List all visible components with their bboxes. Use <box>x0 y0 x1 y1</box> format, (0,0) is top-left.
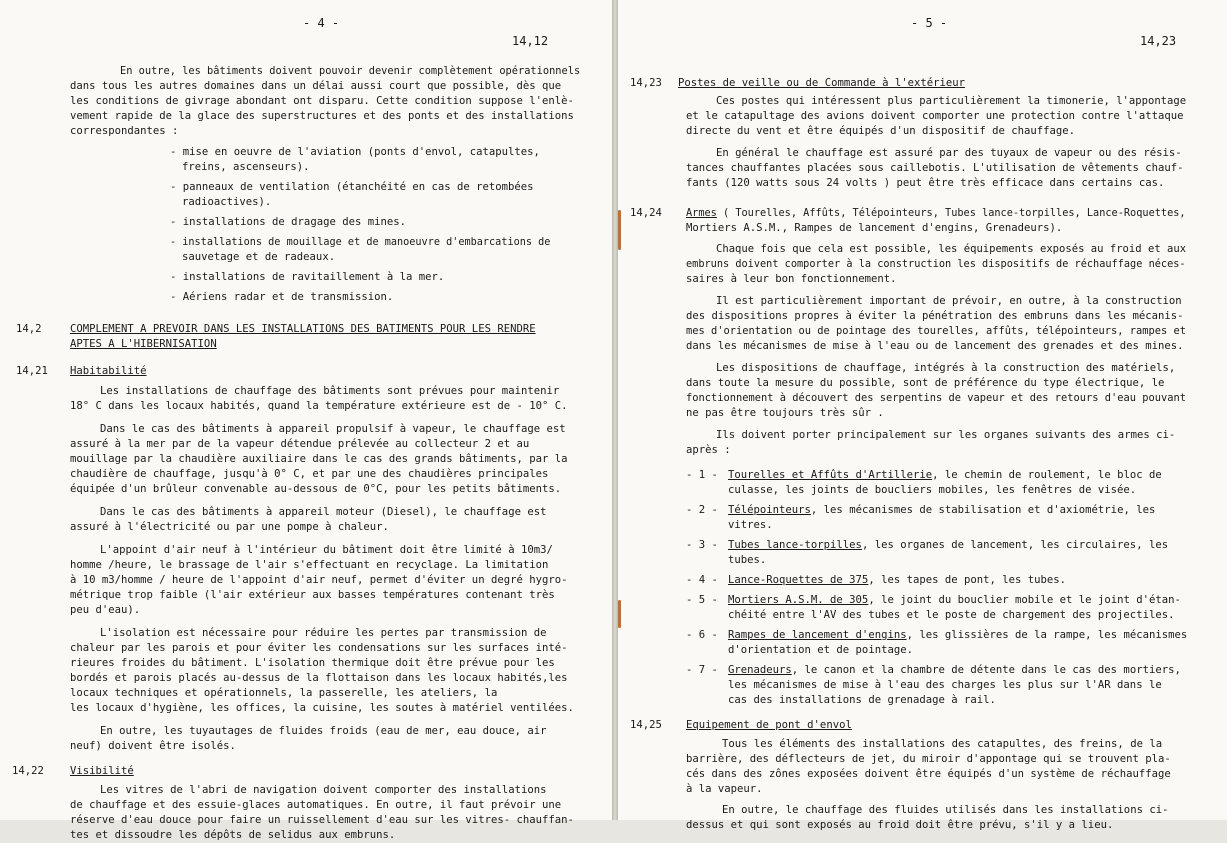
weapon-item: Télépointeurs, les mécanismes de stabilisation et d'axiométrie, les <box>728 504 1156 516</box>
weapon-item-line: vitres. <box>728 519 773 531</box>
weapon-item-number: - 2 - <box>686 504 718 516</box>
weapon-item: Mortiers A.S.M. de 305, le joint du bouclier mobile et le joint d'étan- <box>728 594 1181 606</box>
paragraph-line: dessus et qui sont exposés au froid doit être prévu, s'il y a lieu. <box>686 819 1114 831</box>
paragraph-line: En outre, les tuyautages de fluides froids (eau de mer, eau douce, air <box>100 725 547 737</box>
paragraph-line: Les vitres de l'abri de navigation doivent comporter des installations <box>100 784 547 796</box>
weapon-item-number: - 1 - <box>686 469 718 481</box>
weapon-item-number: - 3 - <box>686 539 718 551</box>
weapon-item: Tubes lance-torpilles, les organes de lancement, les circulaires, les <box>728 539 1169 551</box>
paragraph-line: assuré à la mer par de la vapeur détendue prélevée au collecteur 2 et au <box>70 438 530 450</box>
page-reference: 14,12 <box>512 34 549 48</box>
weapon-item-number: - 5 - <box>686 594 718 606</box>
intro-line: les conditions de givrage abondant ont disparu. Cette condition suppose l'enlè- <box>70 95 574 107</box>
paragraph-line: cés dans des zônes exposées doivent être équipés d'un système de réchauffage <box>686 768 1171 780</box>
binding-thread <box>618 210 621 250</box>
weapon-item: Rampes de lancement d'engins, les glissières de la rampe, les mécanismes <box>728 629 1188 641</box>
paragraph-line: mouillage par la chaudière auxiliaire dans le cas des grands bâtiments, par la <box>70 453 568 465</box>
paragraph-line: et le catapultage des avions doivent comporter une protection contre l'attaque <box>686 110 1184 122</box>
page-number: - 5 - <box>911 16 948 30</box>
section-title: Postes de veille ou de Commande à l'extérieur <box>678 77 966 89</box>
paragraph-line: Ces postes qui intéressent plus particulièrement la timonerie, l'appontage <box>716 95 1187 107</box>
paragraph-line: 18° C dans les locaux habités, quand la température extérieure est de - 10° C. <box>70 400 568 412</box>
weapon-item-number: - 7 - <box>686 664 718 676</box>
section-title: Habitabilité <box>70 365 147 377</box>
paragraph-line: bordés et parois placés au-dessus de la flottaison dans les locaux habités,les <box>70 672 568 684</box>
section-number: 14,22 <box>12 765 44 777</box>
left-page <box>0 0 612 841</box>
section-title: Equipement de pont d'envol <box>686 719 852 731</box>
weapon-item-line: tubes. <box>728 554 767 566</box>
paragraph-line: chaleur par les parois et pour éviter les condensations sur les surfaces inté- <box>70 642 568 654</box>
binding-thread <box>618 600 621 628</box>
paragraph-line: rieures froides du bâtiment. L'isolation thermique doit être prévue pour les <box>70 657 555 669</box>
page-reference: 14,23 <box>1140 34 1177 48</box>
intro-line: vement rapide de la glace des superstructures et des ponts et des installations <box>70 110 574 122</box>
bullet-item-line: sauvetage et de radeaux. <box>182 251 336 263</box>
bullet-item-line: - installations de ravitaillement à la mer. <box>170 271 445 283</box>
right-page <box>618 0 1227 831</box>
paragraph-line: locaux techniques et opérationnels, la passerelle, les ateliers, la <box>70 687 498 699</box>
paragraph-line: En général le chauffage est assuré par des tuyaux de vapeur ou des résis- <box>716 147 1182 159</box>
section-title: Visibilité <box>70 765 134 777</box>
section-title: Mortiers A.S.M., Rampes de lancement d'engins, Grenadeurs). <box>686 222 1063 234</box>
weapon-item: Lance-Roquettes de 375, les tapes de pont, les tubes. <box>728 574 1067 586</box>
paragraph-line: des dispositions propres à éviter la pénétration des embruns dans les mécanis- <box>686 310 1184 322</box>
weapon-item-line: d'orientation et de pointage. <box>728 644 913 656</box>
bullet-item-line: - mise en oeuvre de l'aviation (ponts d'envol, catapultes, <box>170 146 540 158</box>
paragraph-line: mes d'orientation ou de pointage des tourelles, affûts, télépointeurs, rampes et <box>686 325 1187 337</box>
paragraph-line: directe du vent et être équipés d'un dispositif de chauffage. <box>686 125 1076 137</box>
paragraph-line: Tous les éléments des installations des catapultes, des freins, de la <box>722 738 1163 750</box>
paragraph-line: embruns doivent comporter à la construction les dispositifs de réchauffage néces- <box>686 258 1186 270</box>
weapon-item: Tourelles et Affûts d'Artillerie, le chemin de roulement, le bloc de <box>728 469 1162 481</box>
paragraph-line: fants (120 watts sous 24 volts ) peut être très efficace dans certains cas. <box>686 177 1165 189</box>
paragraph-line: Dans le cas des bâtiments à appareil propulsif à vapeur, le chauffage est <box>100 423 566 435</box>
section-number: 14,23 <box>630 77 662 89</box>
weapon-item-line: cas des installations de grenadage à rail. <box>728 694 996 706</box>
paragraph-line: à la vapeur. <box>686 783 763 795</box>
paragraph-line: homme /heure, le brassage de l'air s'effectuant en recyclage. La limitation <box>70 559 549 571</box>
weapon-item-line: les mécanismes de mise à l'eau des charges les plus sur l'AR dans le <box>728 679 1162 691</box>
paragraph-line: L'isolation est nécessaire pour réduire les pertes par transmission de <box>100 627 547 639</box>
intro-line: En outre, les bâtiments doivent pouvoir devenir complètement opérationnels <box>120 65 581 77</box>
section-number: 14,25 <box>630 719 662 731</box>
weapon-item-number: - 4 - <box>686 574 718 586</box>
paragraph-line: à 10 m3/homme / heure de l'appoint d'air neuf, permet d'éviter un degré hygro- <box>70 574 568 586</box>
paragraph-line: réserve d'eau douce pour faire un ruissellement d'eau sur les vitres- chauffan- <box>70 814 574 826</box>
paragraph-line: équipée d'un brûleur convenable au-dessous de 0°C, pour les petits bâtiments. <box>70 483 562 495</box>
bullet-item-line: freins, ascenseurs). <box>182 161 310 173</box>
section-number: 14,2 <box>16 323 42 335</box>
section-number: 14,21 <box>16 365 48 377</box>
bullet-item-line: radioactives). <box>182 196 272 208</box>
intro-line: correspondantes : <box>70 125 179 137</box>
weapon-item-line: chéité entre l'AV des tubes et le poste de chargement des projectiles. <box>728 609 1175 621</box>
bullet-item-line: - installations de mouillage et de manoeuvre d'embarcations de <box>170 236 551 248</box>
section-number: 14,24 <box>630 207 662 219</box>
paragraph-line: Ils doivent porter principalement sur les organes suivants des armes ci- <box>716 429 1176 441</box>
paragraph-line: assuré à l'électricité ou par une pompe à chaleur. <box>70 521 389 533</box>
bullet-item-line: - panneaux de ventilation (étanchéité en cas de retombées <box>170 181 534 193</box>
paragraph-line: dans les mécanismes de mise à l'eau ou de lancement des grenades et des mines. <box>686 340 1184 352</box>
section-title: Armes ( Tourelles, Affûts, Télépointeurs, Tubes lance-torpilles, Lance-Roquettes, <box>686 207 1186 219</box>
paragraph-line: de chauffage et des essuie-glaces automatiques. En outre, il faut prévoir une <box>70 799 562 811</box>
weapon-item: Grenadeurs, le canon et la chambre de détente dans le cas des mortiers, <box>728 664 1181 676</box>
section-title: COMPLEMENT A PREVOIR DANS LES INSTALLATIONS DES BATIMENTS POUR LES RENDRE <box>70 323 536 335</box>
paragraph-line: dans toute la mesure du possible, sont de préférence du type électrique, le <box>686 377 1165 389</box>
paragraph-line: Dans le cas des bâtiments à appareil moteur (Diesel), le chauffage est <box>100 506 547 518</box>
paragraph-line: après : <box>686 444 731 456</box>
paragraph-line: fonctionnement à découvert des serpentins de vapeur et des retours d'eau pouvant <box>686 392 1187 404</box>
paragraph-line: Chaque fois que cela est possible, les équipements exposés au froid et aux <box>716 243 1187 255</box>
paragraph-line: chaudière de chauffage, jusqu'à 0° C, et par une des chaudières principales <box>70 468 549 480</box>
paragraph-line: tes et dissoudre les dépôts de selidus aux embruns. <box>70 829 396 841</box>
weapon-item-line: culasse, les joints de boucliers mobiles, les fenêtres de visée. <box>728 484 1137 496</box>
paragraph-line: barrière, des déflecteurs de jet, du miroir d'appontage qui se trouvent pla- <box>686 753 1171 765</box>
bullet-item-line: - Aériens radar et de transmission. <box>170 291 394 303</box>
paragraph-line: peu d'eau). <box>70 604 141 616</box>
paragraph-line: neuf) doivent être isolés. <box>70 740 236 752</box>
paragraph-line: Les dispositions de chauffage, intégrés à la construction des matériels, <box>716 362 1176 374</box>
paragraph-line: Il est particulièrement important de prévoir, en outre, à la construction <box>716 295 1182 307</box>
intro-line: dans tous les autres domaines dans un délai aussi court que possible, dès que <box>70 80 562 92</box>
page-number: - 4 - <box>303 16 340 30</box>
paragraph-line: L'appoint d'air neuf à l'intérieur du bâtiment doit être limité à 10m3/ <box>100 544 553 556</box>
paragraph-line: saires à leur bon fonctionnement. <box>686 273 897 285</box>
paragraph-line: tances chauffantes placées sous caillebotis. L'utilisation de vêtements chauf- <box>686 162 1184 174</box>
paragraph-line: En outre, le chauffage des fluides utilisés dans les installations ci- <box>722 804 1169 816</box>
section-title: APTES A L'HIBERNISATION <box>70 338 217 350</box>
paragraph-line: ne pas être toujours très sûr . <box>686 407 884 419</box>
weapon-item-number: - 6 - <box>686 629 718 641</box>
paragraph-line: métrique trop faible (l'air extérieur aux basses températures contenant très <box>70 589 555 601</box>
paragraph-line: les locaux d'hygiène, les offices, la cuisine, les soutes à matériel ventilées. <box>70 702 574 714</box>
paragraph-line: Les installations de chauffage des bâtiments sont prévues pour maintenir <box>100 385 560 397</box>
bullet-item-line: - installations de dragage des mines. <box>170 216 406 228</box>
